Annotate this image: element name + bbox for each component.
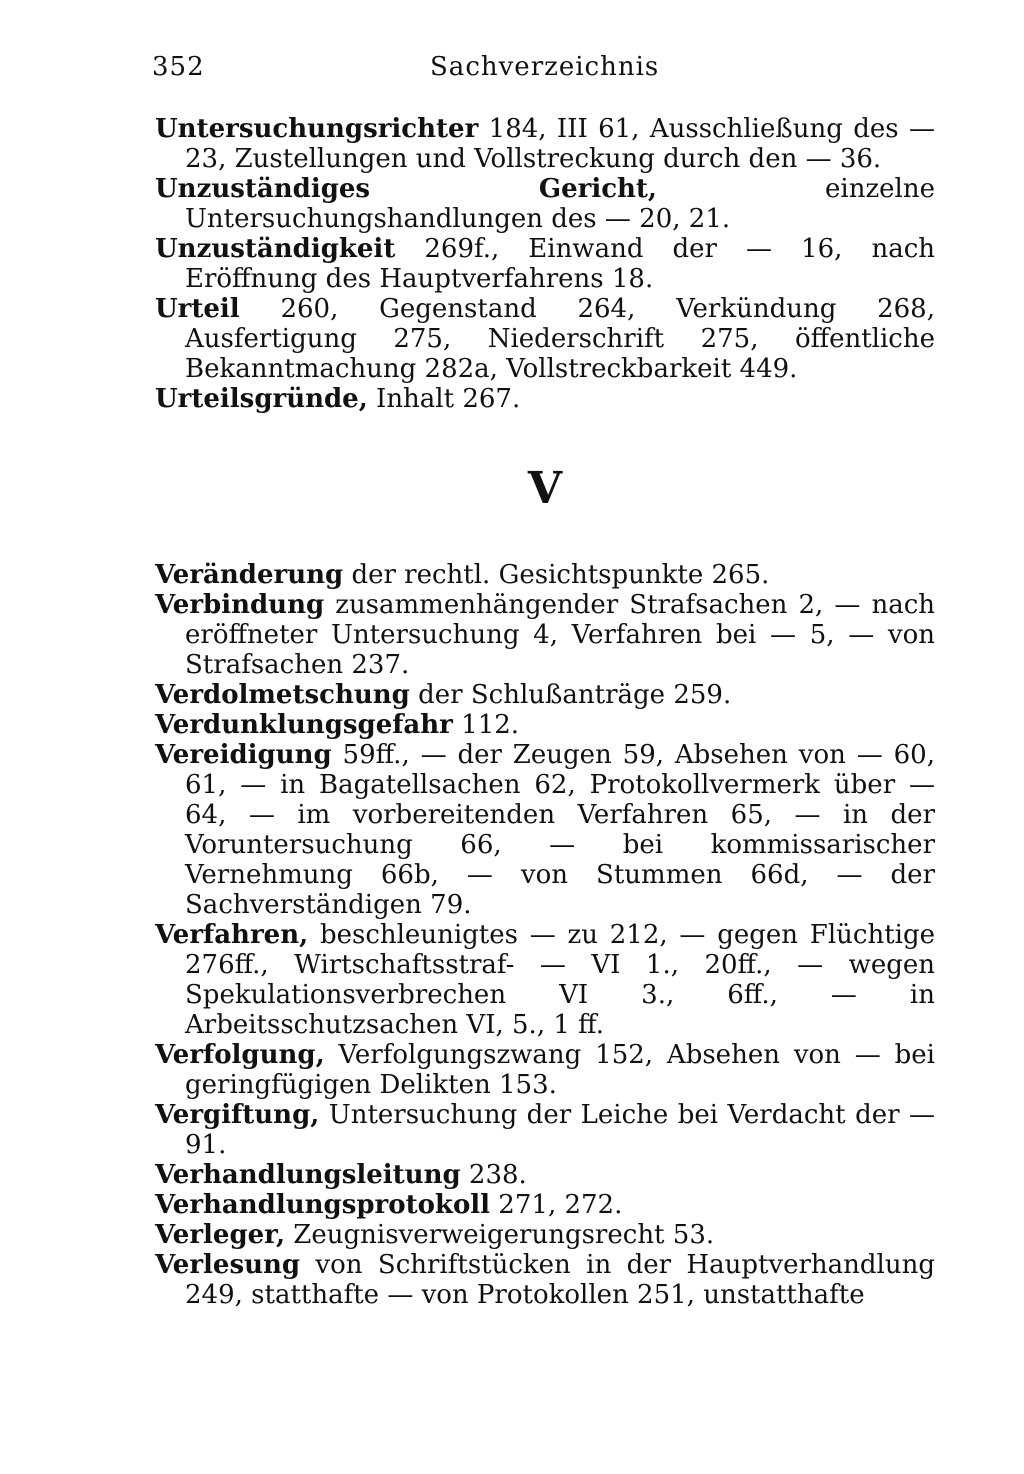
index-references: 269f., Einwand der — 16, nach Eröffnung des Hauptverfahrens 18.	[185, 234, 935, 294]
index-references: der rechtl. Gesichtspunkte 265.	[343, 560, 770, 590]
index-entry	[155, 294, 935, 384]
page-number: 352	[152, 52, 205, 82]
index-references: 59ff., — der Zeugen 59, Absehen von — 60, 61, — in Bagatellsachen 62, Protokollvermerk über — 64, — im vorbereitenden Verfahren 65, — in der Voruntersuchung 66, — bei kommissarischer Vernehmung 66b, — von Stummen 66d, — der Sachverständigen 79.	[185, 740, 935, 920]
index-references: einzelne Untersuchungshandlungen des — 20, 21.	[185, 174, 936, 234]
index-entry	[155, 174, 935, 234]
index-references: Verfolgungszwang 152, Absehen von — bei geringfügigen Delikten 153.	[185, 1040, 935, 1100]
index-entry	[155, 560, 935, 590]
index-entry	[155, 920, 935, 1040]
index-term: Verdunklungsgefahr	[155, 710, 453, 740]
index-entry	[155, 1250, 935, 1310]
index-term: Unzuständiges Gericht,	[155, 174, 657, 204]
index-entry	[155, 1160, 935, 1190]
index-term: Vereidigung	[155, 740, 332, 770]
index-references: beschleunigtes — zu 212, — gegen Flüchtige 276ff., Wirtschaftsstraf- — VI 1., 20ff., — wegen Spekulationsverbrechen VI 3., 6ff., — in Arbeitsschutzsachen VI, 5., 1 ff.	[185, 920, 935, 1040]
index-entry	[155, 384, 935, 414]
page-header	[152, 52, 935, 92]
section-letter-heading: V	[527, 463, 563, 514]
index-term: Verlesung	[155, 1250, 301, 1280]
index-term: Urteilsgründe,	[155, 384, 368, 414]
index-references: zusammenhängender Strafsachen 2, — nach eröffneter Untersuchung 4, Verfahren bei — 5, — von Strafsachen 237.	[185, 590, 935, 680]
running-title: Sachverzeichnis	[430, 52, 660, 82]
index-references: 260, Gegenstand 264, Verkündung 268, Ausfertigung 275, Niederschrift 275, öffentliche Bekanntmachung 282a, Vollstreckbarkeit 449.	[185, 294, 935, 384]
index-entry	[155, 1100, 935, 1160]
index-references: der Schlußanträge 259.	[409, 680, 732, 710]
index-term: Untersuchungsrichter	[155, 114, 479, 144]
index-entry	[155, 1190, 935, 1220]
index-term: Verhandlungsprotokoll	[155, 1190, 491, 1220]
index-entry	[155, 680, 935, 710]
index-list	[155, 114, 935, 1310]
index-entry	[155, 114, 935, 174]
index-term: Veränderung	[155, 560, 344, 590]
index-term: Urteil	[155, 294, 240, 324]
index-references: 184, III 61, Ausschließung des — 23, Zustellungen und Vollstreckung durch den — 36.	[185, 114, 935, 174]
index-term: Verfahren,	[155, 920, 309, 950]
index-term: Verleger,	[155, 1220, 286, 1250]
index-term: Verdolmetschung	[155, 680, 410, 710]
index-references: Inhalt 267.	[367, 384, 521, 414]
index-term: Vergiftung,	[155, 1100, 320, 1130]
index-references: 112.	[452, 710, 520, 740]
index-page	[152, 52, 936, 1310]
index-entry	[155, 1040, 935, 1100]
index-references: 238.	[460, 1160, 527, 1190]
index-term: Verbindung	[155, 590, 325, 620]
index-term: Unzuständigkeit	[155, 234, 396, 264]
index-entry	[155, 710, 935, 740]
index-entry	[155, 1220, 935, 1250]
index-entry	[155, 740, 935, 920]
index-references: Zeugnisverweigerungsrecht 53.	[285, 1220, 715, 1250]
index-entry	[155, 590, 935, 680]
index-term: Verhandlungsleitung	[155, 1160, 461, 1190]
index-references: Untersuchung der Leiche bei Verdacht der — 91.	[185, 1100, 935, 1160]
index-entry	[155, 234, 935, 294]
index-term: Verfolgung,	[155, 1040, 325, 1070]
index-references: 271, 272.	[490, 1190, 623, 1220]
index-references: von Schriftstücken in der Hauptverhandlung 249, statthafte — von Protokollen 251, unstatthafte	[185, 1250, 935, 1310]
